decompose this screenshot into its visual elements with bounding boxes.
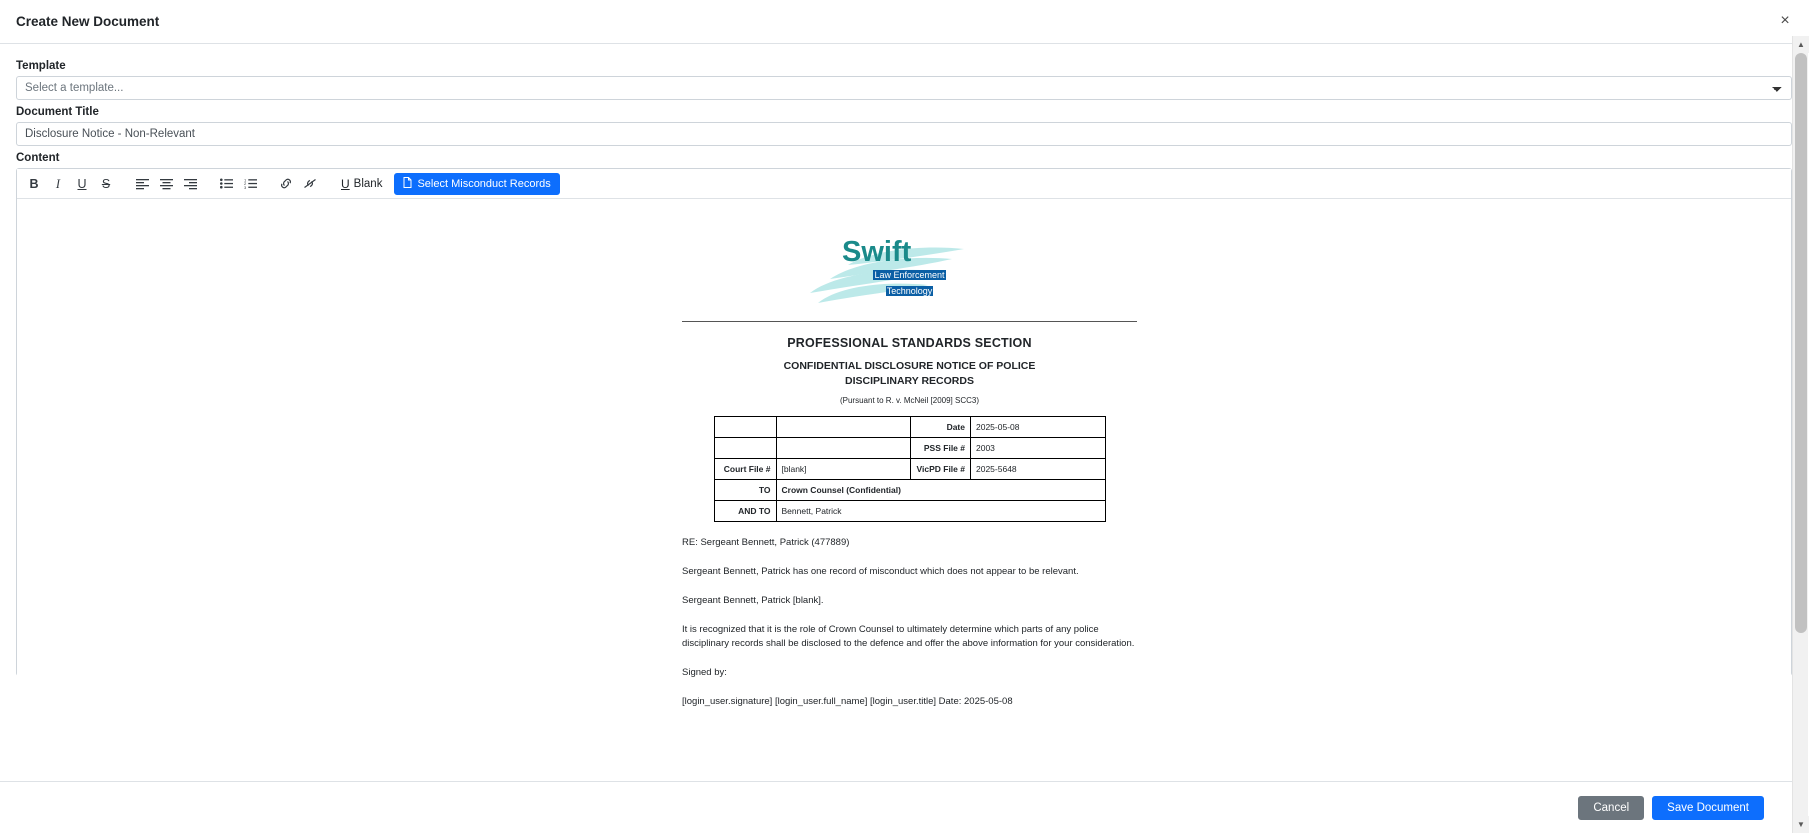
row-left-value (776, 417, 911, 438)
svg-text:1: 1 (243, 177, 246, 183)
document-paragraph: Sergeant Bennett, Patrick [blank]. (682, 594, 824, 606)
align-right-icon[interactable] (179, 173, 201, 195)
document-canvas[interactable] (17, 199, 1791, 723)
row-left-label (714, 438, 776, 459)
svg-text:2: 2 (243, 181, 246, 187)
andto-label: AND TO (714, 501, 776, 522)
document-title-label: Document Title (16, 106, 99, 118)
andto-value: Bennett, Patrick (776, 501, 1105, 522)
insert-blank-label: Blank (353, 177, 383, 190)
document-heading: PROFESSIONAL STANDARDS SECTION (787, 336, 1032, 350)
content-label: Content (16, 152, 60, 164)
editor-toolbar (17, 169, 1791, 199)
divider (682, 321, 1137, 322)
close-icon[interactable]: × (1774, 10, 1796, 32)
insert-blank-button[interactable] (335, 173, 388, 195)
bullet-list-icon[interactable] (215, 173, 237, 195)
document-icon (403, 177, 412, 191)
row-right-value: 2025-05-08 (971, 417, 1106, 438)
document-paragraph: Sergeant Bennett, Patrick has one record of misconduct which does not appear to be relevant. (682, 566, 1079, 578)
blank-icon: U (341, 176, 350, 191)
document-subheading-2: DISCIPLINARY RECORDS (845, 375, 974, 388)
content-editor (16, 168, 1792, 707)
row-right-label: PSS File # (911, 438, 971, 459)
underline-icon[interactable]: U (71, 173, 93, 195)
cancel-button[interactable]: Cancel (1578, 796, 1644, 820)
modal-header (0, 0, 1808, 44)
italic-icon[interactable]: I (47, 173, 69, 195)
table-row-to (714, 480, 1105, 501)
save-document-button[interactable]: Save Document (1652, 796, 1764, 820)
svg-text:3: 3 (243, 185, 246, 190)
template-label: Template (16, 60, 66, 72)
document-content (682, 227, 1137, 709)
document-paragraph: It is recognized that it is the role of Crown Counsel to ultimately determine which parts of any police disciplinary records shall be disclosed to the defence and offer the above information for your consideration. (682, 623, 1135, 650)
row-right-label: VicPD File # (911, 459, 971, 480)
select-misconduct-records-button[interactable] (394, 173, 559, 195)
table-row (714, 417, 1105, 438)
row-left-value: [blank] (776, 459, 911, 480)
document-paragraph: [login_user.signature] [login_user.full_name] [login_user.title] Date: 2025-05-08 (682, 695, 1013, 707)
strikethrough-icon[interactable]: S (95, 173, 117, 195)
document-info-table (714, 416, 1106, 522)
logo-tagline-2: Technology (886, 286, 933, 296)
bold-icon[interactable]: B (23, 173, 45, 195)
row-left-label (714, 417, 776, 438)
row-right-value: 2003 (971, 438, 1106, 459)
numbered-list-icon[interactable] (239, 173, 261, 195)
table-row (714, 459, 1105, 480)
document-title-input[interactable] (16, 122, 1792, 146)
swift-logo (682, 227, 1137, 311)
row-left-label: Court File # (714, 459, 776, 480)
to-label: TO (714, 480, 776, 501)
scroll-down-arrow-icon[interactable]: ▼ (1793, 816, 1809, 833)
logo-tagline-1: Law Enforcement (874, 270, 945, 280)
document-subheading-1: CONFIDENTIAL DISCLOSURE NOTICE OF POLICE (783, 360, 1036, 372)
template-select[interactable] (16, 76, 1792, 100)
page-title: Create New Document (16, 14, 160, 29)
logo-wordmark: Swift (841, 236, 911, 268)
align-center-icon[interactable] (155, 173, 177, 195)
table-row-andto (714, 501, 1105, 522)
document-paragraph: RE: Sergeant Bennett, Patrick (477889) (682, 537, 850, 549)
row-right-value: 2025-5648 (971, 459, 1106, 480)
scrollbar-thumb[interactable] (1795, 53, 1807, 633)
row-right-label: Date (911, 417, 971, 438)
row-left-value (776, 438, 911, 459)
scroll-up-arrow-icon[interactable]: ▲ (1793, 36, 1809, 53)
select-misconduct-records-label: Select Misconduct Records (417, 177, 551, 190)
modal-footer (0, 781, 1808, 833)
to-value: Crown Counsel (Confidential) (776, 480, 1105, 501)
unlink-icon[interactable] (299, 173, 321, 195)
align-left-icon[interactable] (131, 173, 153, 195)
modal-body (0, 44, 1808, 781)
table-row (714, 438, 1105, 459)
document-paragraph: Signed by: (682, 667, 727, 679)
link-icon[interactable] (275, 173, 297, 195)
document-pursuant: (Pursuant to R. v. McNeil [2009] SCC3) (839, 396, 979, 406)
page-scrollbar[interactable] (1792, 36, 1808, 833)
